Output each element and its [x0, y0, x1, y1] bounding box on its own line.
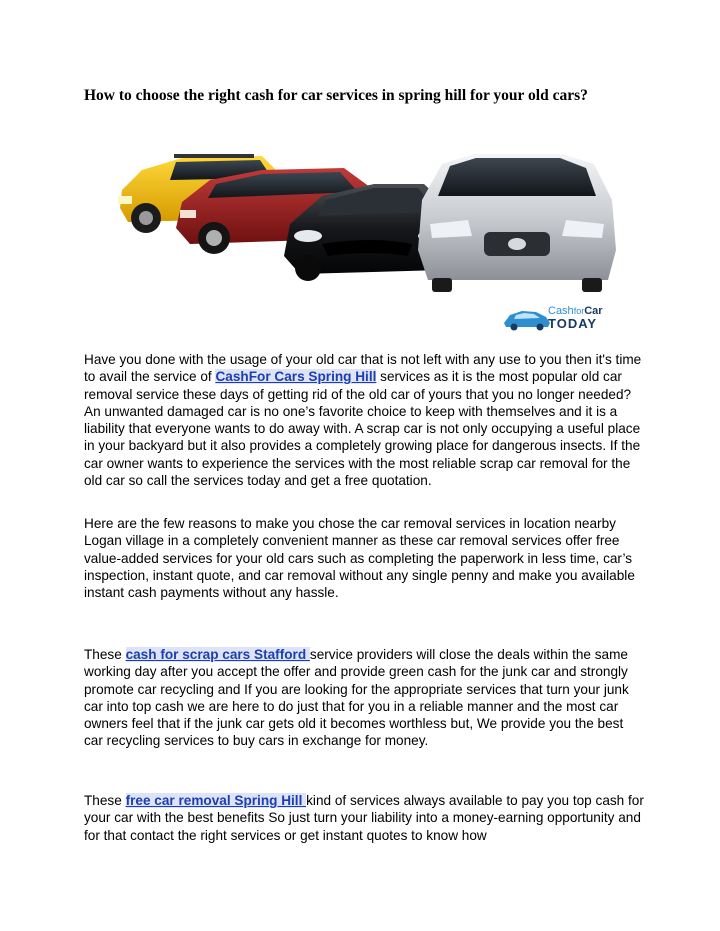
cashforcar-today-logo [502, 303, 618, 333]
logo-cash: Cash [548, 305, 574, 317]
logo-car: Car [584, 305, 603, 317]
paragraph-4-text-b: kind of services always available to pay you top cash for your car with the best benefits So just turn your liability into a money-earning opportunity and for that contact the right services or get instant quotes to know how [84, 793, 644, 843]
logo-car-icon [502, 307, 552, 331]
paragraph-3-text-b: service providers will close the deals within the same working day after you accept the offer and provide green cash for the junk car and strongly promote car recycling and If you are looking for the appropriate services that turn your junk car into top cash we are here to do just that for you in a reliable manner and the most car owners feel that if the junk car gets old it becomes worthless but, We provide you the best car recycling services to buy cars in exchange for money. [84, 647, 629, 749]
silver-sedan [418, 154, 616, 292]
paragraph-2: Here are the few reasons to make you chose the car removal services in location nearby Logan village in a completely convenient manner as these car removal services offer free value-added services for your old cars such as completing the paperwork in less time, car’s inspection, instant quote, and car removal without any single penny and make you available instant cash payments without any hassle. [84, 516, 635, 601]
free-car-removal-spring-hill-link[interactable]: free car removal Spring Hill [125, 793, 307, 808]
paragraph-3-text-a: These [84, 647, 126, 662]
paragraph-1-text-b: services as it is the most popular old car removal service these days of getting rid of the old car of yours that you no longer needed? An unwanted damaged car is no one’s favorite choice to keep with themselves and it is a liability that everyone wants to do away with. A scrap car is not only occupying a useful place in your backyard but it also provides a completely growing place for dangerous insects. If the car owner wants to experience the services with the most reliable scrap car removal for the old car so call the services today and get a free quotation. [84, 369, 641, 489]
paragraph-1 [84, 351, 644, 489]
logo-for: for [573, 306, 585, 316]
paragraph-1-text-a: Have you done with the usage of your old car that is not left with any use to you then it's time to avail the service of [84, 352, 642, 385]
logo-today: TODAY [548, 316, 598, 331]
paragraph-3 [84, 646, 644, 750]
cash-for-scrap-cars-stafford-link[interactable]: cash for scrap cars Stafford [125, 647, 310, 662]
paragraph-4 [84, 792, 644, 844]
page-title: How to choose the right cash for car services in spring hill for your old cars? [84, 87, 588, 104]
cashfor-cars-spring-hill-link[interactable]: CashFor Cars Spring Hill [215, 369, 377, 385]
paragraph-4-text-a: These [84, 793, 126, 808]
